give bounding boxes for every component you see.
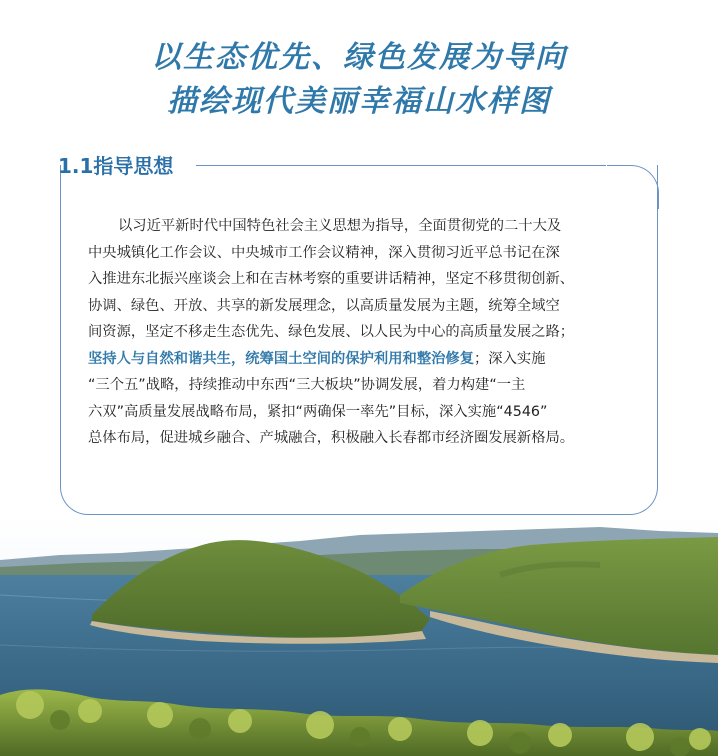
section-heading: 1.1指导思想 bbox=[58, 154, 174, 178]
body-line: 六双”高质量发展战略布局，紧扣“两确保一率先”目标，深入实施“4546” bbox=[88, 403, 548, 420]
body-paragraph bbox=[88, 213, 648, 452]
highlighted-text: 坚持人与自然和谐共生，统筹国土空间的保护利用和整治修复 bbox=[88, 350, 475, 367]
body-line-mixed bbox=[88, 346, 648, 373]
title-line-1: 以生态优先、绿色发展为导向 bbox=[151, 40, 567, 75]
body-text-rest: ；深入实施 bbox=[474, 350, 546, 367]
body-line: 以习近平新时代中国特色社会主义思想为指导，全面贯彻党的二十大及 bbox=[118, 218, 562, 234]
body-line: 总体布局，促进城乡融合、产城融合，积极融入长春都市经济圈发展新格局。 bbox=[88, 430, 575, 446]
body-line: 中央城镇化工作会议、中央城市工作会议精神，深入贯彻习近平总书记在深 bbox=[88, 244, 560, 261]
body-line: “三个五”战略，持续推动中东西“三大板块”协调发展，着力构建“一主 bbox=[88, 377, 526, 393]
body-line: 入推进东北振兴座谈会上和在吉林考察的重要讲话精神，坚定不移贯彻创新、 bbox=[88, 271, 575, 287]
heading-divider bbox=[196, 165, 606, 166]
page-title bbox=[0, 36, 718, 124]
title-line-2: 描绘现代美丽幸福山水样图 bbox=[167, 84, 551, 119]
body-line: 协调、绿色、开放、共享的新发展理念，以高质量发展为主题，统筹全域空 bbox=[88, 297, 560, 314]
body-line: 间资源，坚定不移走生态优先、绿色发展、以人民为中心的高质量发展之路； bbox=[88, 324, 575, 340]
lake-landscape-image bbox=[0, 515, 718, 756]
